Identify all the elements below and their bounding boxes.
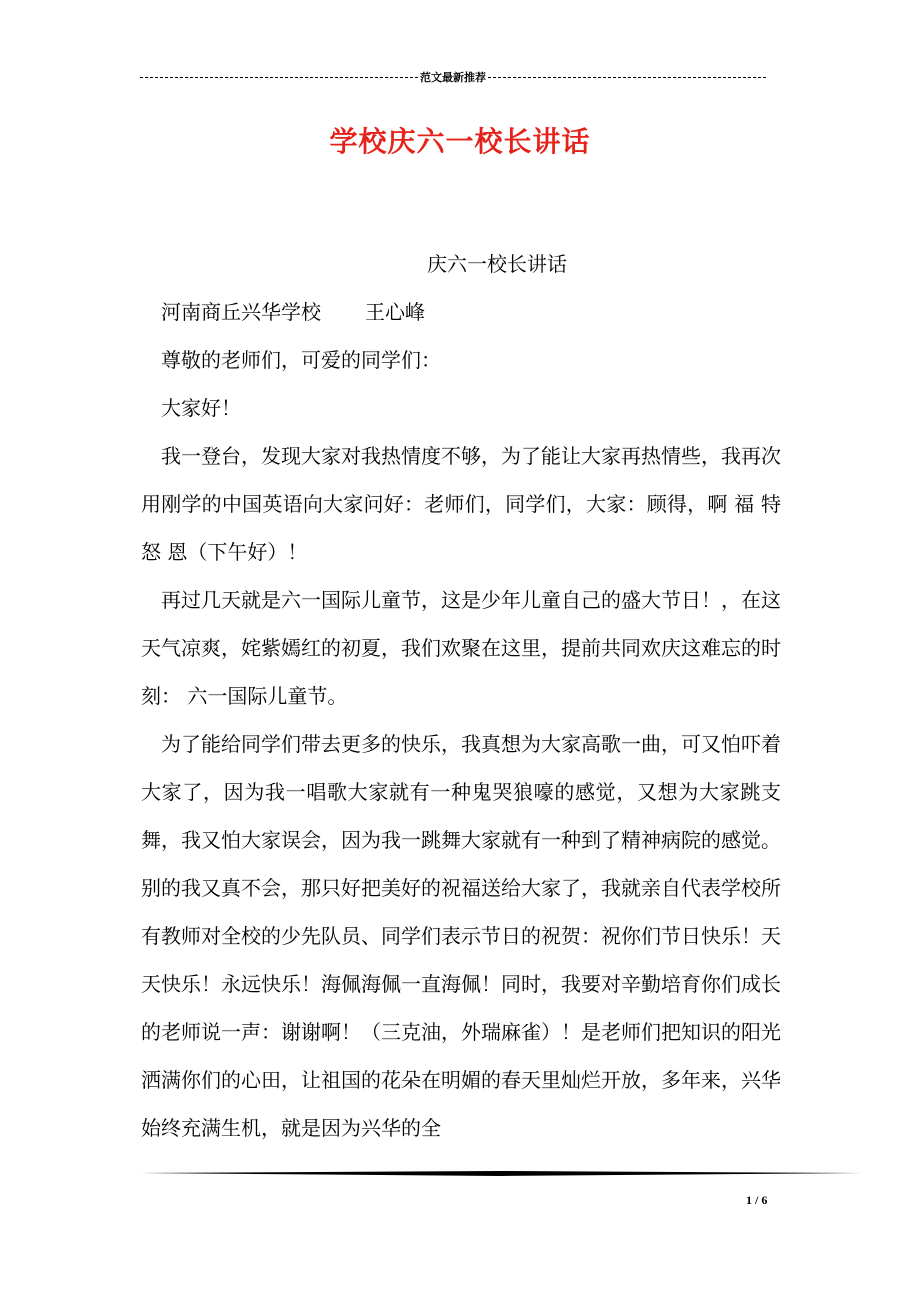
author-line (141, 288, 781, 336)
document-body (141, 240, 781, 1152)
document-title: 学校庆六一校长讲话 (329, 125, 591, 158)
author-name: 王心峰 (365, 300, 425, 324)
paragraph-childrens-day: 再过几天就是六一国际儿童节，这是少年儿童自己的盛大节日！，在这天气凉爽，姹紫嫣红的初夏，我们欢聚在这里，提前共同欢庆这难忘的时刻： 六一国际儿童节。 (141, 588, 781, 708)
header-dash-right (488, 77, 766, 78)
header-rule (140, 70, 766, 84)
speech-subtitle: 庆六一校长讲话 (427, 252, 567, 276)
author-school: 河南商丘兴华学校 (161, 300, 321, 324)
paragraph-greeting: 大家好！ (161, 396, 241, 420)
paragraph-intro: 我一登台，发现大家对我热情度不够，为了能让大家再热情些，我再次用刚学的中国英语向大家问好：老师们，同学们，大家：顾得，啊 福 特 怒 恩（下午好）！ (141, 444, 781, 564)
page-number: 1 / 6 (746, 1193, 768, 1207)
footer-rule (140, 1171, 862, 1176)
header-dash-left (140, 77, 418, 78)
paragraph-wishes: 为了能给同学们带去更多的快乐，我真想为大家高歌一曲，可又怕吓着大家了，因为我一唱歌大家就有一种鬼哭狼嚎的感觉，又想为大家跳支舞，我又怕大家误会，因为我一跳舞大家就有一种到了精神病院的感觉。别的我又真不会，那只好把美好的祝福送给大家了，我就亲自代表学校所有教师对全校的少先队员、同学们表示节日的祝贺：祝你们节日快乐！天天快乐！永远快乐！海佩海佩一直海佩！同时，我要对辛勤培育你们成长的老师说一声：谢谢啊！（三克油，外瑞麻雀）！是老师们把知识的阳光洒满你们的心田，让祖国的花朵在明媚的春天里灿烂开放，多年来，兴华始终充满生机，就是因为兴华的全 (141, 732, 781, 1140)
paragraph-salutation: 尊敬的老师们，可爱的同学们： (161, 348, 441, 372)
header-label: 范文最新推荐 (420, 71, 486, 84)
